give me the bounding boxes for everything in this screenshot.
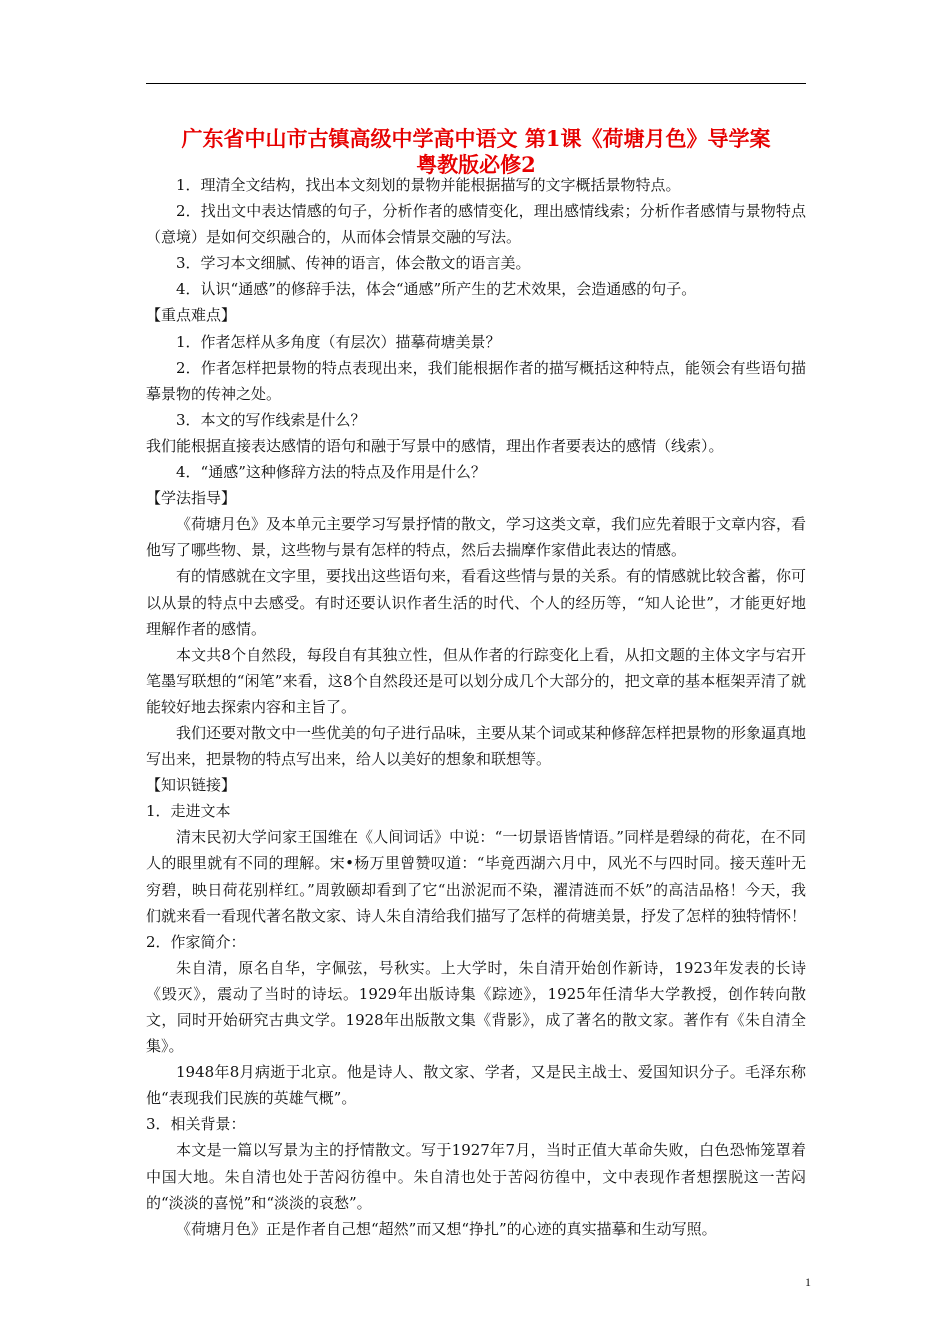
paragraph: 3．本文的写作线索是什么？ [176, 410, 366, 429]
paragraph: 1948年8月病逝于北京。他是诗人、散文家、学者，又是民主战士、爱国知识分子。毛泽东称他“表现我们民族的英雄气概”。 [146, 1063, 806, 1108]
document-title: 广东省中山市古镇高级中学高中语文 第1课《荷塘月色》导学案 [181, 126, 771, 151]
paragraph: 4．“通感”这种修辞方法的特点及作用是什么？ [176, 463, 486, 482]
paragraph: 清末民初大学问家王国维在《人间词话》中说：“一切景语皆情语。”同样是碧绿的荷花，在不同人的眼里就有不同的理解。宋•杨万里曾赞叹道：“毕竟西湖六月中，风光不与四时同。接天莲叶无穷碧，映日荷花别样红。”周敦颐却看到了它“出淤泥而不染，濯清涟而不妖”的高洁品格！今天，我们就来看一看现代著名散文家、诗人朱自清给我们描写了怎样的荷塘美景，抒发了怎样的独特情怀！ [146, 828, 807, 925]
paragraph: 本文是一篇以写景为主的抒情散文。写于1927年7月，当时正值大革命失败，白色恐怖笼罩着中国大地。朱自清也处于苦闷彷徨中。朱自清也处于苦闷彷徨中，文中表现作者想摆脱这一苦闷的“淡淡的喜悦”和“淡淡的哀愁”。 [146, 1141, 806, 1212]
paragraph: 本文共8个自然段，每段自有其独立性，但从作者的行踪变化上看，从扣文题的主体文字与宕开笔墨写联想的“闲笔”来看，这8个自然段还是可以划分成几个大部分的，把文章的基本框架弄清了就能较好地去探索内容和主旨了。 [146, 645, 806, 716]
paragraph: 我们能根据直接表达感情的语句和融于写景中的感情，理出作者要表达的感情（线索）。 [146, 436, 724, 455]
paragraph: 1．作者怎样从多角度（有层次）描摹荷塘美景？ [176, 332, 501, 351]
paragraph: 我们还要对散文中一些优美的句子进行品味，主要从某个词或某种修辞怎样把景物的形象逼真地写出来，把景物的特点写出来，给人以美好的想象和联想等。 [146, 723, 807, 769]
paragraph: 3．相关背景： [146, 1115, 246, 1134]
paragraph: 【知识链接】 [146, 776, 237, 795]
document-subtitle: 粤教版必修2 [416, 152, 536, 177]
paragraph: 《荷塘月色》及本单元主要学习写景抒情的散文，学习这类文章，我们应先着眼于文章内容，看他写了哪些物、景，这些物与景有怎样的特点，然后去揣摩作家借此表达的情感。 [146, 515, 807, 560]
paragraph: 【重点难点】 [146, 306, 237, 325]
paragraph: 1．理清全文结构，找出本文刻划的景物并能根据描写的文字概括景物特点。 [176, 176, 681, 194]
header-rule [146, 83, 806, 84]
paragraph: 4．认识“通感”的修辞手法，体会“通感”所产生的艺术效果，会造通感的句子。 [176, 280, 697, 299]
paragraph: 1．走进文本 [146, 802, 231, 821]
page-number: 1 [805, 1275, 811, 1289]
document-body [146, 172, 806, 1242]
paragraph: 《荷塘月色》正是作者自己想“超然”而又想“挣扎”的心迹的真实描摹和生动写照。 [176, 1219, 717, 1238]
paragraph: 3．学习本文细腻、传神的语言，体会散文的语言美。 [176, 254, 531, 273]
paragraph: 有的情感就在文字里，要找出这些语句来，看看这些情与景的关系。有的情感就比较含蓄，你可以从景的特点中去感受。有时还要认识作者生活的时代、个人的经历等，“知人论世”，才能更好地理解作者的感情。 [146, 567, 807, 638]
paragraph: 2．作家简介： [146, 932, 246, 951]
paragraph: 2．作者怎样把景物的特点表现出来，我们能根据作者的描写概括这种特点，能领会有些语句描摹景物的传神之处。 [146, 358, 806, 403]
paragraph: 朱自清，原名自华，字佩弦，号秋实。上大学时，朱自清开始创作新诗，1923年发表的长诗《毁灭》，震动了当时的诗坛。1929年出版诗集《踪迹》，1925年任清华大学教授，创作转向散文，同时开始研究古典文学。1928年出版散文集《背影》，成了著名的散文家。著作有《朱自清全集》。 [146, 958, 806, 1056]
paragraph: 2．找出文中表达情感的句子，分析作者的感情变化，理出感情线索；分析作者感情与景物特点（意境）是如何交织融合的，从而体会情景交融的写法。 [146, 202, 806, 247]
paragraph: 【学法指导】 [146, 489, 237, 508]
